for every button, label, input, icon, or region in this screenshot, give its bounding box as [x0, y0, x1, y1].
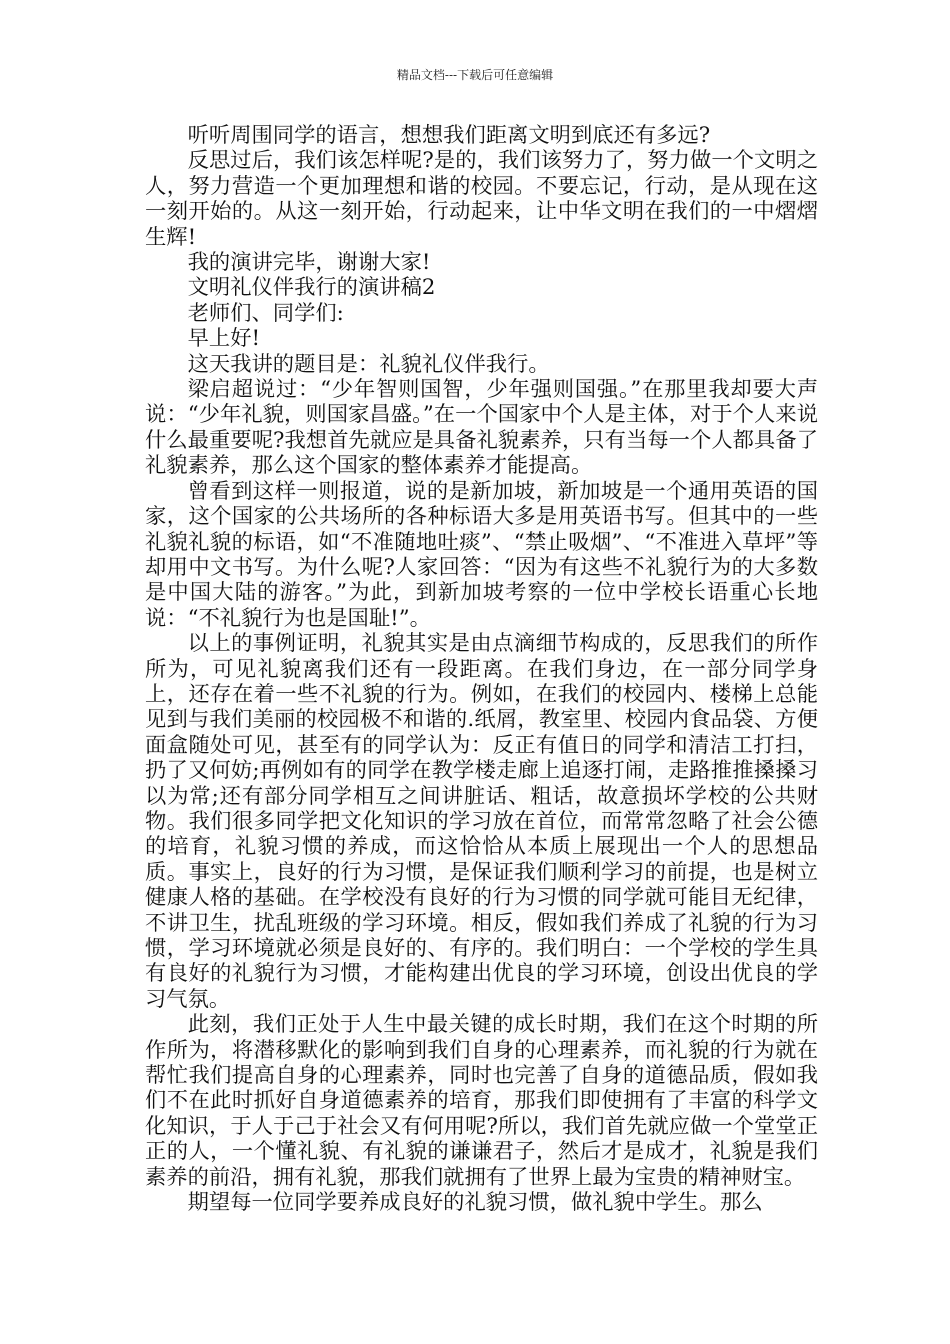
paragraph: 反思过后，我们该怎样呢?是的，我们该努力了，努力做一个文明之人，努力营造一个更加理想和谐的校园。不要忘记，行动，是从现在这一刻开始的。从这一刻开始，行动起来，让中华文明在我们的一中熠熠生辉!: [145, 148, 818, 250]
paragraph: 曾看到这样一则报道，说的是新加坡，新加坡是一个通用英语的国家，这个国家的公共场所的各种标语大多是用英语书写。但其中的一些礼貌礼貌的标语，如“不准随地吐痰”、“禁止吸烟”、“不准进入草坪”等却用中文书写。为什么呢?人家回答：“因为有这些不礼貌行为的大多数是中国大陆的游客。”为此，到新加坡考察的一位中学校长语重心长地说：“不礼貌行为也是国耻!”。: [145, 478, 818, 631]
greeting: 早上好!: [187, 326, 261, 352]
paragraph: 我的演讲完毕，谢谢大家!: [187, 250, 431, 276]
document-body: [145, 123, 818, 1215]
speech-title: 文明礼仪伴我行的演讲稿2: [187, 275, 436, 301]
salutation: 老师们、同学们:: [187, 300, 344, 326]
paragraph: 梁启超说过：“少年智则国智，少年强则国强。”在那里我却要大声说：“少年礼貌，则国家昌盛。”在一个国家中个人是主体，对于个人来说什么最重要呢?我想首先就应是具备礼貌素养，只有当每一个人都具备了礼貌素养，那么这个国家的整体素养才能提高。: [145, 377, 818, 479]
paragraph: 这天我讲的题目是：礼貌礼仪伴我行。: [187, 351, 550, 377]
paragraph: 听听周围同学的语言，想想我们距离文明到底还有多远?: [187, 123, 711, 148]
paragraph: 此刻，我们正处于人生中最关键的成长时期，我们在这个时期的所作所为，将潜移默化的影响到我们自身的心理素养，而礼貌的行为就在帮忙我们提高自身的心理素养，同时也完善了自身的道德品质，假如我们不在此时抓好自身道德素养的培育，那我们即使拥有了丰富的科学文化知识，于人于己于社会又有何用呢?所以，我们首先就应做一个堂堂正正的人，一个懂礼貌、有礼貌的谦谦君子，然后才是成才，礼貌是我们素养的前沿，拥有礼貌，那我们就拥有了世界上最为宝贵的精神财宝。: [145, 1012, 818, 1190]
page-header: 精品文档---下载后可任意编辑: [396, 68, 554, 82]
paragraph: 期望每一位同学要养成良好的礼貌习惯，做礼貌中学生。那么: [187, 1190, 763, 1216]
paragraph: 以上的事例证明，礼貌其实是由点滴细节构成的，反思我们的所作所为，可见礼貌离我们还有一段距离。在我们身边，在一部分同学身上，还存在着一些不礼貌的行为。例如，在我们的校园内、楼梯上总能见到与我们美丽的校园极不和谐的.纸屑，教室里、校园内食品袋、方便面盒随处可见，甚至有的同学认为：反正有值日的同学和清洁工打扫，扔了又何妨;再例如有的同学在教学楼走廊上追逐打闹，走路推推搡搡习以为常;还有部分同学相互之间讲脏话、粗话，故意损坏学校的公共财物。我们很多同学把文化知识的学习放在首位，而常常忽略了社会公德的培育，礼貌习惯的养成，而这恰恰从本质上展现出一个人的思想品质。事实上，良好的行为习惯，是保证我们顺利学习的前提，也是树立健康人格的基础。在学校没有良好的行为习惯的同学就可能目无纪律，不讲卫生，扰乱班级的学习环境。相反，假如我们养成了礼貌的行为习惯，学习环境就必须是良好的、有序的。我们明白：一个学校的学生具有良好的礼貌行为习惯，才能构建出优良的学习环境，创设出优良的学习气氛。: [145, 631, 818, 1012]
